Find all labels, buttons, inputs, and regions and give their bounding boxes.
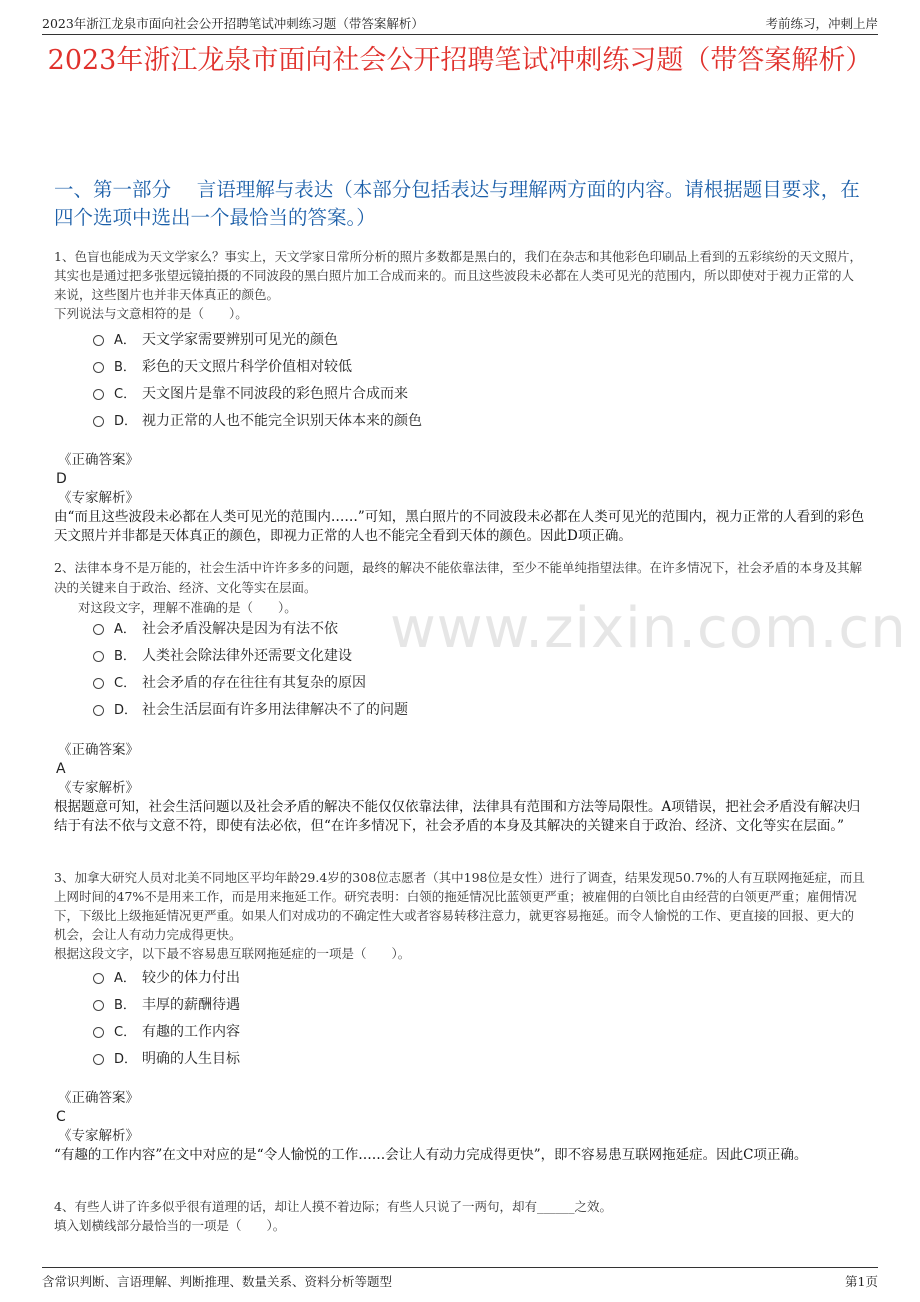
answer-value: C — [56, 1109, 66, 1125]
option-b[interactable] — [93, 641, 408, 668]
option-b[interactable] — [93, 990, 240, 1017]
question-prompt: 下列说法与文意相符的是（ ）。 — [54, 306, 248, 321]
page-header — [42, 12, 878, 35]
analysis-text: 根据题意可知，社会生活问题以及社会矛盾的解决不能仅仅依靠法律，法律具有范围和方法等局限性。A项错误，把社会矛盾没有解决归结于有法不依与文意不符，即使有法必依，但“在许多情况下，社会矛盾的本身及其解决的关键来自于政治、经济、文化等实在层面。” — [54, 799, 861, 834]
option-letter: A． — [114, 622, 136, 637]
question-2-options — [93, 614, 408, 722]
option-letter: A． — [114, 333, 136, 348]
radio-icon[interactable] — [93, 624, 104, 635]
answer-label: 《正确答案》 — [58, 452, 139, 468]
option-letter: B． — [114, 649, 136, 664]
option-letter: C． — [114, 676, 137, 691]
radio-icon[interactable] — [93, 1054, 104, 1065]
option-text: 彩色的天文照片科学价值相对较低 — [142, 358, 352, 375]
option-text: 社会矛盾没解决是因为有法不依 — [142, 620, 338, 637]
option-a[interactable] — [93, 614, 408, 641]
option-c[interactable] — [93, 379, 422, 406]
analysis-text: 由“而且这些波段未必都在人类可见光的范围内……”可知，黑白照片的不同波段未必都在人类可见光的范围内，视力正常的人看到的彩色天文照片并非都是天体真正的颜色，即视力正常的人也不能完全看到天体的颜色。因此D项正确。 — [54, 509, 865, 544]
option-text: 较少的体力付出 — [142, 969, 240, 986]
option-a[interactable] — [93, 963, 240, 990]
header-slogan: 考前练习，冲刺上岸 — [765, 16, 878, 31]
analysis-label: 《专家解析》 — [58, 490, 139, 506]
page-footer — [42, 1267, 878, 1290]
page-number: 第1页 — [845, 1274, 878, 1289]
radio-icon[interactable] — [93, 335, 104, 346]
watermark: www.zixin.com.cn — [390, 596, 907, 661]
footer-note: 含常识判断、言语理解、判断推理、数量关系、资料分析等题型 — [42, 1274, 393, 1289]
option-text: 明确的人生目标 — [142, 1050, 240, 1067]
answer-value: A — [56, 761, 66, 777]
analysis-label: 《专家解析》 — [58, 1128, 139, 1144]
radio-icon[interactable] — [93, 678, 104, 689]
option-d[interactable] — [93, 1044, 240, 1071]
radio-icon[interactable] — [93, 362, 104, 373]
question-stem-text: 3、加拿大研究人员对北美不同地区平均年龄29.4岁的308位志愿者（其中198位是女性）进行了调查，结果发现50.7%的人有互联网拖延症，而且上网时间的47%不是用来工作，而是用来拖延工作。研究表明：白领的拖延情况比蓝领更严重；被雇佣的白领比自由经营的白领更严重；雇佣情况下，下级比上级拖延情况更严重。如果人们对成功的不确定性大或者容易转移注意力，就更容易拖延。而令人愉悦的工作、更直接的回报、更大的机会，会让人有动力完成得更快。 — [54, 870, 865, 942]
question-stem-text: 1、色盲也能成为天文学家么？事实上，天文学家日常所分析的照片多数都是黑白的，我们在杂志和其他彩色印刷品上看到的五彩缤纷的天文照片，其实也是通过把多张望远镜拍摄的不同波段的黑白照片加工合成而来的。而且这些波段未必都在人类可见光的范围内，所以即使对于视力正常的人来说，这些图片也并非天体真正的颜色。 — [54, 249, 862, 302]
page-title: 2023年浙江龙泉市面向社会公开招聘笔试冲刺练习题（带答案解析） — [47, 45, 873, 76]
radio-icon[interactable] — [93, 651, 104, 662]
section-heading: 一、第一部分 言语理解与表达（本部分包括表达与理解两方面的内容。请根据题目要求，在四个选项中选出一个最恰当的答案。） — [54, 178, 860, 229]
option-text: 丰厚的薪酬待遇 — [142, 996, 240, 1013]
question-3-stem — [54, 868, 866, 963]
option-letter: B． — [114, 360, 136, 375]
radio-icon[interactable] — [93, 389, 104, 400]
radio-icon[interactable] — [93, 973, 104, 984]
question-3-options — [93, 963, 240, 1071]
option-a[interactable] — [93, 325, 422, 352]
question-1-stem — [54, 247, 866, 323]
option-d[interactable] — [93, 695, 408, 722]
option-letter: D． — [114, 414, 138, 429]
option-letter: D． — [114, 703, 138, 718]
option-letter: A． — [114, 971, 136, 986]
analysis-text: “有趣的工作内容”在文中对应的是“令人愉悦的工作……会让人有动力完成得更快”，即不容易患互联网拖延症。因此C项正确。 — [54, 1147, 808, 1163]
option-letter: D． — [114, 1052, 138, 1067]
radio-icon[interactable] — [93, 1027, 104, 1038]
option-letter: C． — [114, 387, 137, 402]
option-letter: C． — [114, 1025, 137, 1040]
question-1-options — [93, 325, 422, 433]
question-1-answer — [54, 451, 866, 546]
option-letter: B． — [114, 998, 136, 1013]
question-4-stem — [54, 1197, 866, 1235]
question-prompt: 填入划横线部分最恰当的一项是（ ）。 — [54, 1218, 286, 1233]
question-3-answer — [54, 1089, 866, 1165]
answer-value: D — [56, 471, 67, 487]
option-d[interactable] — [93, 406, 422, 433]
question-stem-text: 4、有些人讲了许多似乎很有道理的话，却让人摸不着边际；有些人只说了一两句，却有______之效。 — [54, 1199, 612, 1214]
option-text: 人类社会除法律外还需要文化建设 — [142, 647, 352, 664]
option-text: 视力正常的人也不能完全识别天体本来的颜色 — [142, 412, 422, 429]
option-text: 天文图片是靠不同波段的彩色照片合成而来 — [142, 385, 408, 402]
option-c[interactable] — [93, 1017, 240, 1044]
option-b[interactable] — [93, 352, 422, 379]
radio-icon[interactable] — [93, 705, 104, 716]
question-prompt: 对这段文字，理解不准确的是（ ）。 — [78, 600, 297, 615]
question-2-answer — [54, 741, 866, 836]
analysis-label: 《专家解析》 — [58, 780, 139, 796]
option-text: 社会生活层面有许多用法律解决不了的问题 — [142, 701, 408, 718]
radio-icon[interactable] — [93, 1000, 104, 1011]
option-text: 天文学家需要辨别可见光的颜色 — [142, 331, 338, 348]
question-2-stem — [54, 558, 866, 618]
question-prompt: 根据这段文字，以下最不容易患互联网拖延症的一项是（ ）。 — [54, 946, 411, 961]
answer-label: 《正确答案》 — [58, 742, 139, 758]
header-title: 2023年浙江龙泉市面向社会公开招聘笔试冲刺练习题（带答案解析） — [42, 16, 424, 31]
option-text: 有趣的工作内容 — [142, 1023, 240, 1040]
question-stem-text: 2、法律本身不是万能的，社会生活中许许多多的问题，最终的解决不能依靠法律，至少不能单纯指望法律。在许多情况下，社会矛盾的本身及其解决的关键来自于政治、经济、文化等实在层面。 — [54, 560, 862, 595]
option-text: 社会矛盾的存在往往有其复杂的原因 — [142, 674, 366, 691]
answer-label: 《正确答案》 — [58, 1090, 139, 1106]
option-c[interactable] — [93, 668, 408, 695]
radio-icon[interactable] — [93, 416, 104, 427]
